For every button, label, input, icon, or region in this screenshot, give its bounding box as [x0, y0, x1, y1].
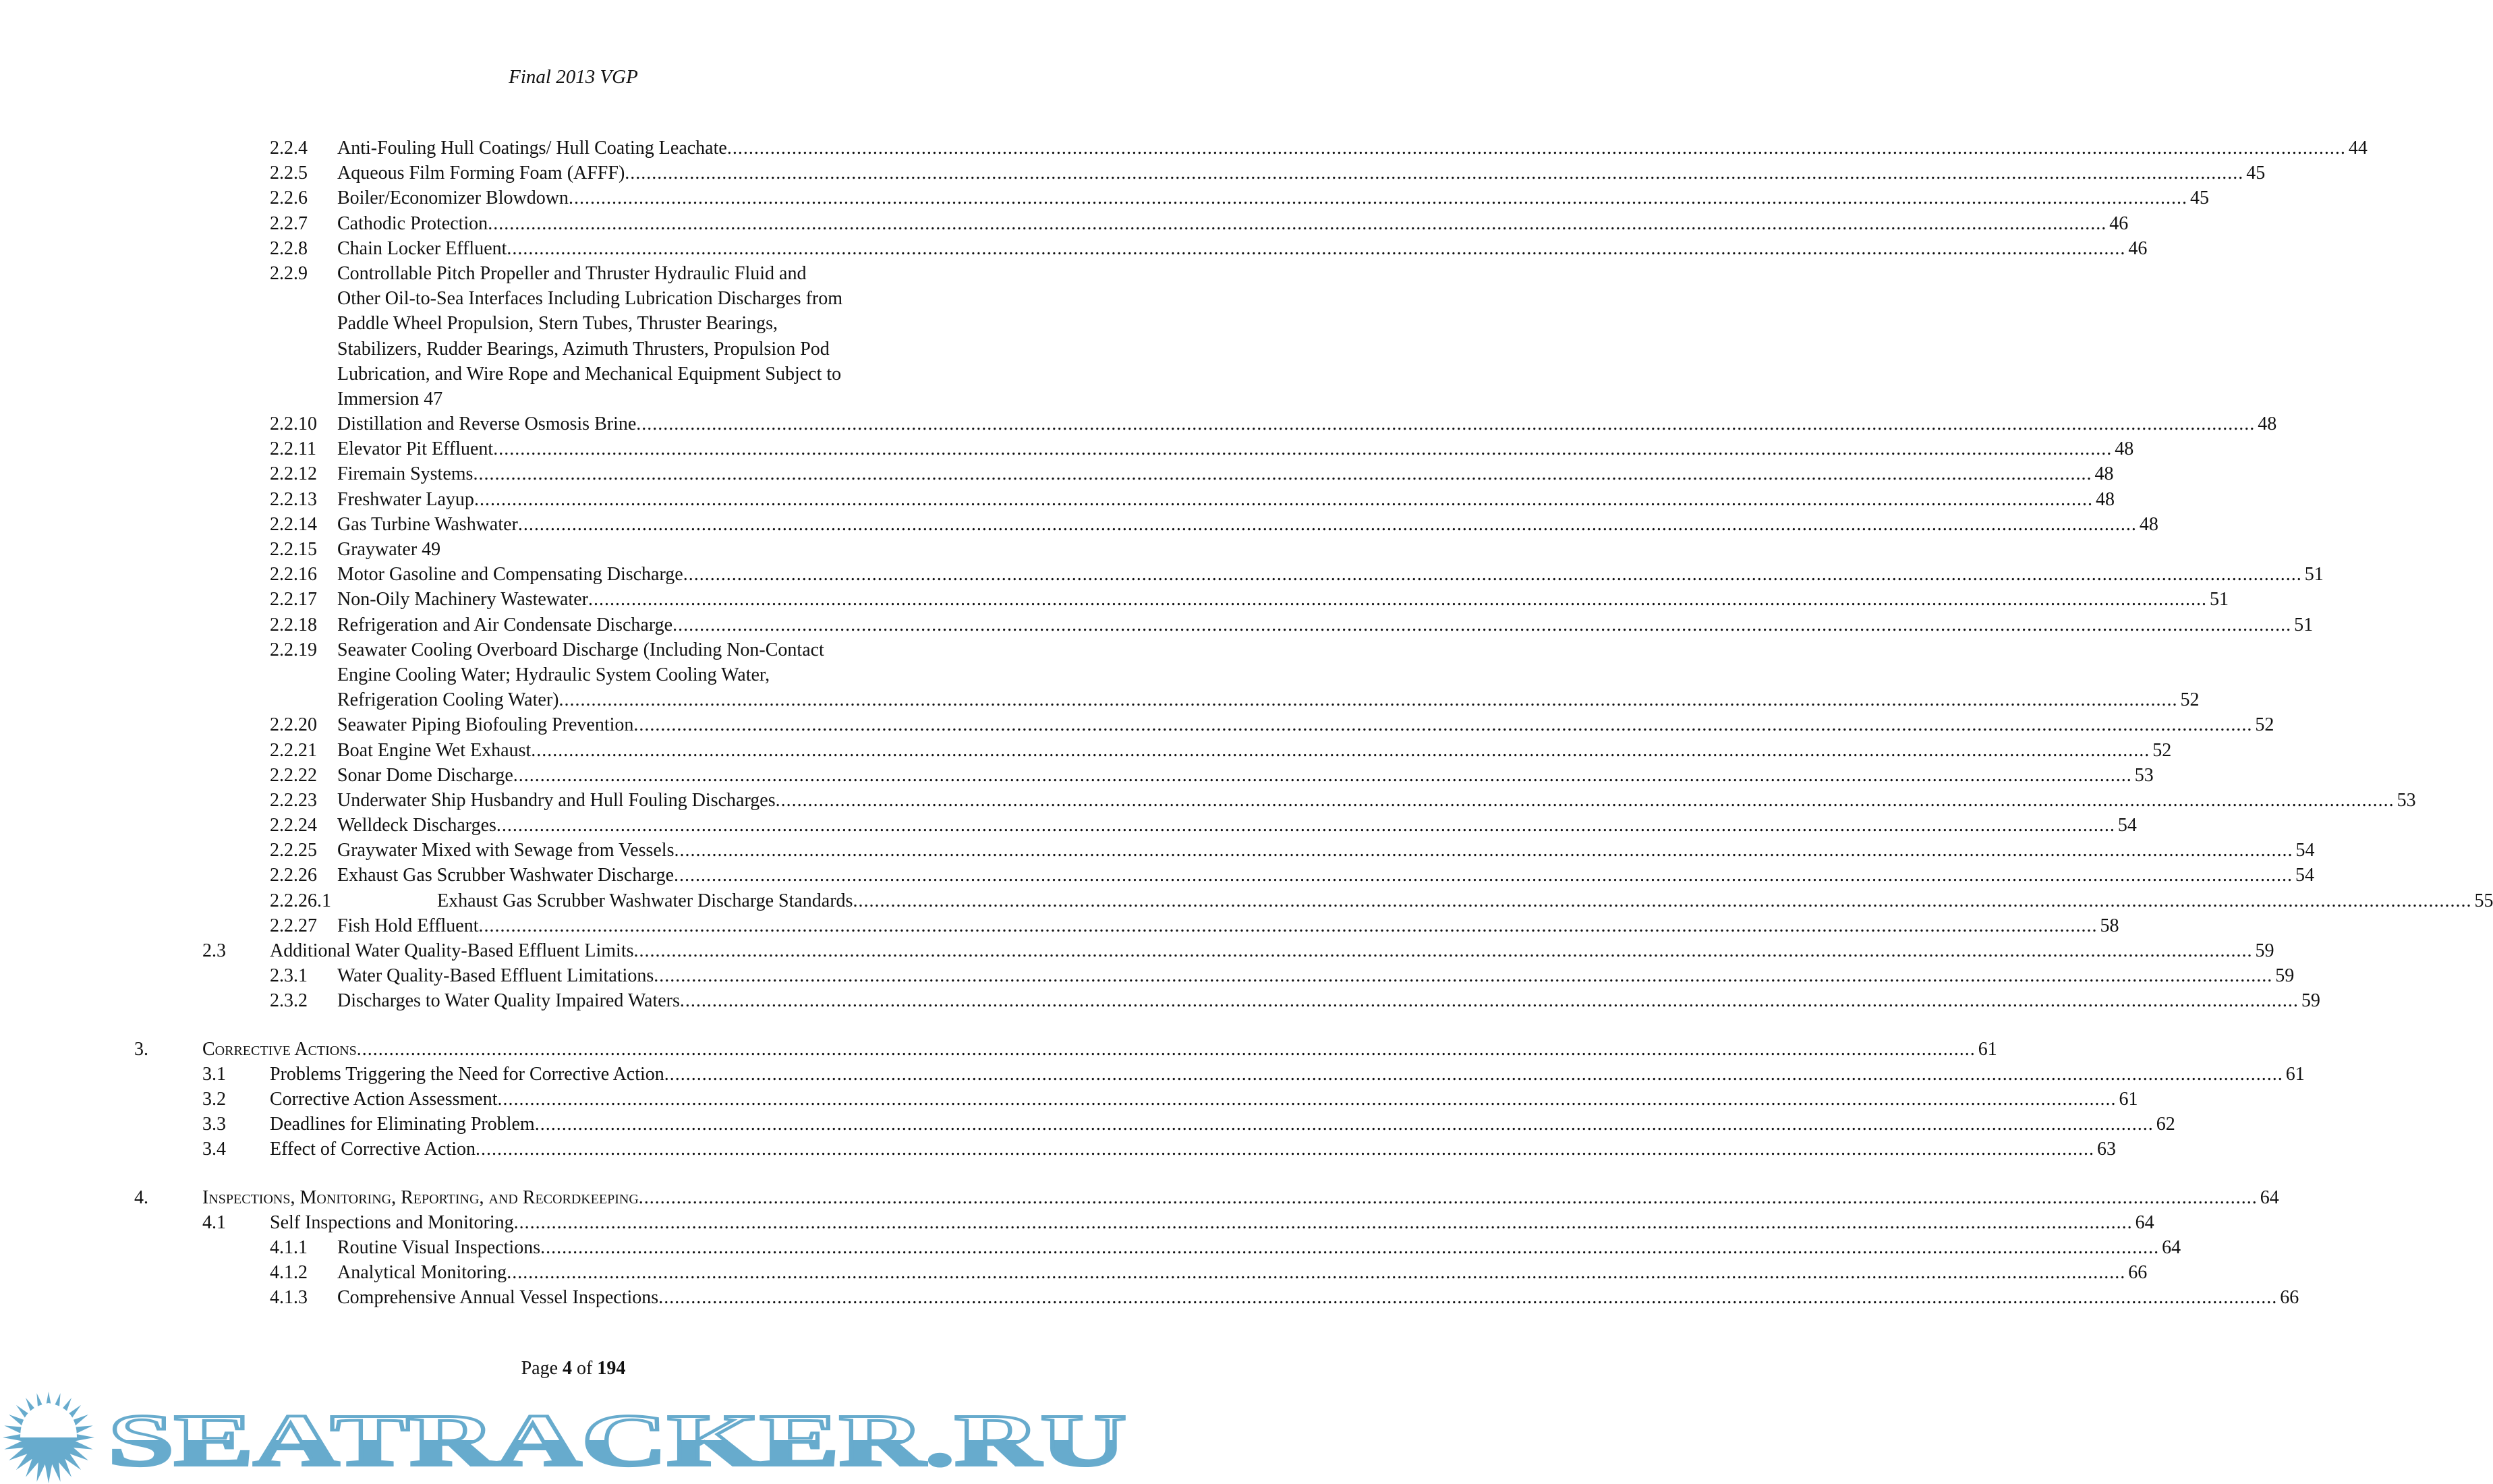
toc-entry-number: 2.2.18: [270, 614, 317, 635]
dot-leader: ............................................................................................................................................................................................................................................................................................................: [568, 188, 2187, 209]
toc-entry[interactable]: [0, 963, 2295, 988]
dot-leader: ............................................................................................................................................................................................................................................................................................................: [853, 890, 2472, 911]
toc-page-number: 54: [2117, 815, 2137, 836]
toc-entry-number: 2.2.11: [270, 438, 316, 460]
dot-leader: ............................................................................................................................................................................................................................................................................................................: [507, 1262, 2126, 1284]
dot-leader: ............................................................................................................................................................................................................................................................................................................: [664, 1063, 2283, 1085]
toc-entry-continuation[interactable]: [0, 687, 2200, 712]
toc-entry-title: Cathodic Protection: [337, 212, 488, 234]
dot-leader: ............................................................................................................................................................................................................................................................................................................: [726, 138, 2346, 159]
toc-page-number: 62: [2156, 1114, 2175, 1135]
dot-leader: ............................................................................................................................................................................................................................................................................................................: [674, 840, 2293, 861]
toc-entry[interactable]: [0, 411, 2277, 436]
toc-page-number: 54: [2295, 865, 2315, 886]
dot-leader: ............................................................................................................................................................................................................................................................................................................: [496, 815, 2115, 836]
toc-entry-number: 2.3: [202, 940, 226, 961]
dot-leader: ............................................................................................................................................................................................................................................................................................................: [493, 438, 2113, 460]
toc-entry-number: 2.2.26.1: [270, 890, 331, 911]
toc-entry-title: Sonar Dome Discharge: [337, 764, 513, 786]
toc-entry-number: 2.2.22: [270, 764, 317, 786]
dot-leader: ............................................................................................................................................................................................................................................................................................................: [679, 990, 2299, 1012]
toc-entry-title: Self Inspections and Monitoring: [270, 1211, 514, 1233]
toc-entry-title: Corrective Action Assessment: [270, 1088, 498, 1110]
toc-page-number: 51: [2304, 564, 2324, 586]
toc-entry-title: Corrective Actions: [202, 1038, 357, 1060]
watermark-text: SEATRACKER.RU: [108, 1399, 1126, 1481]
dot-leader: ............................................................................................................................................................................................................................................................................................................: [636, 413, 2256, 435]
toc-entry-title: Freshwater Layup: [337, 488, 474, 510]
toc-entry-title: Other Oil-to-Sea Interfaces Including Lubrication Discharges from: [337, 288, 842, 310]
toc-entry-title: Fish Hold Effluent: [337, 915, 479, 936]
toc-entry[interactable]: [0, 1037, 1997, 1062]
toc-entry-title: Routine Visual Inspections: [337, 1236, 541, 1258]
toc-entry-number: 2.2.5: [270, 163, 308, 184]
toc-entry-title: Elevator Pit Effluent: [337, 438, 494, 460]
toc-page-number: 59: [2275, 965, 2295, 987]
toc-entry-number: 3.4: [202, 1139, 226, 1160]
total-pages: 194: [597, 1358, 626, 1379]
dot-leader: ............................................................................................................................................................................................................................................................................................................: [513, 764, 2132, 786]
toc-entry-continuation[interactable]: [0, 337, 1147, 362]
toc-page-number: 55: [2474, 890, 2493, 911]
dot-leader: ............................................................................................................................................................................................................................................................................................................: [672, 614, 2292, 635]
toc-entry-number: 2.2.10: [270, 413, 317, 435]
section-gap: [0, 1162, 1147, 1185]
toc-entry-title: Stabilizers, Rudder Bearings, Azimuth Thrusters, Propulsion Pod: [337, 338, 830, 360]
dot-leader: ............................................................................................................................................................................................................................................................................................................: [517, 513, 2137, 535]
toc-entry-number: 3.1: [202, 1063, 226, 1085]
toc-entry-title: Comprehensive Annual Vessel Inspections: [337, 1287, 659, 1309]
toc-entry-number: 3.2: [202, 1088, 226, 1110]
page-of-label: of: [572, 1358, 598, 1379]
toc-entry-number: 2.2.12: [270, 463, 317, 485]
toc-page-number: 48: [2095, 488, 2115, 510]
dot-leader: ............................................................................................................................................................................................................................................................................................................: [633, 714, 2253, 736]
toc-entry-title: Problems Triggering the Need for Corrective Action: [270, 1063, 664, 1085]
toc-entry-number: 4.1.3: [270, 1287, 308, 1309]
toc-entry[interactable]: [0, 1235, 2181, 1260]
toc-entry[interactable]: [0, 186, 2209, 210]
dot-leader: ............................................................................................................................................................................................................................................................................................................: [497, 1088, 2117, 1110]
toc-entry[interactable]: [0, 763, 2154, 788]
toc-entry[interactable]: [0, 261, 1147, 286]
toc-entry[interactable]: [0, 1087, 2138, 1112]
toc-entry-title: Deadlines for Eliminating Problem: [270, 1114, 535, 1135]
toc-entry-number: 2.2.7: [270, 212, 308, 234]
toc-entry[interactable]: [0, 712, 2274, 737]
toc-entry-title: Underwater Ship Husbandry and Hull Fouling Discharges: [337, 789, 776, 811]
toc-entry[interactable]: [0, 637, 1147, 662]
toc-entry[interactable]: [0, 487, 2115, 512]
toc-entry[interactable]: [0, 136, 2368, 161]
seatracker-watermark: [0, 1391, 1147, 1484]
toc-entry[interactable]: [0, 211, 2129, 236]
dot-leader: ............................................................................................................................................................................................................................................................................................................: [775, 789, 2395, 811]
toc-entry-number: 2.2.9: [270, 262, 308, 284]
toc-entry-title: Exhaust Gas Scrubber Washwater Discharge Standards: [437, 890, 853, 911]
toc-entry-title: Lubrication, and Wire Rope and Mechanical Equipment Subject to: [337, 363, 842, 384]
toc-page-number: 51: [2294, 614, 2314, 635]
toc-entry-number: 4.1.1: [270, 1236, 308, 1258]
dot-leader: ............................................................................................................................................................................................................................................................................................................: [513, 1211, 2133, 1233]
toc-entry[interactable]: [0, 1185, 2279, 1210]
toc-entry-title: Seawater Cooling Overboard Discharge (Including Non-Contact: [337, 639, 824, 660]
toc-entry-title: Refrigeration and Air Condensate Discharge: [337, 614, 673, 635]
section-gap: [0, 1014, 1147, 1037]
toc-page-number: 48: [2094, 463, 2114, 485]
toc-page-number: 54: [2295, 840, 2315, 861]
page-label: Page: [521, 1358, 563, 1379]
toc-page-number: 46: [2109, 212, 2129, 234]
toc-entry-continuation[interactable]: [0, 662, 1147, 687]
toc-entry-continuation[interactable]: [0, 311, 1147, 336]
toc-entry[interactable]: [0, 863, 2315, 888]
dot-leader: ............................................................................................................................................................................................................................................................................................................: [488, 212, 2107, 234]
toc-page-number: 53: [2397, 789, 2416, 811]
toc-entry-title: Chain Locker Effluent: [337, 237, 507, 259]
toc-entry-number: 2.2.25: [270, 840, 317, 861]
toc-entry-title: Non-Oily Machinery Wastewater: [337, 589, 588, 610]
toc-page-number: 61: [1978, 1038, 1997, 1060]
dot-leader: ............................................................................................................................................................................................................................................................................................................: [558, 689, 2178, 711]
toc-entry[interactable]: [0, 888, 2493, 913]
toc-entry-number: 2.2.17: [270, 589, 317, 610]
toc-entry-title: Firemain Systems: [337, 463, 474, 485]
page-footer: [0, 1357, 1147, 1380]
toc-entry[interactable]: [0, 537, 1147, 562]
toc-page-number: 64: [2135, 1211, 2154, 1233]
toc-entry-number: 3.3: [202, 1114, 226, 1135]
dot-leader: ............................................................................................................................................................................................................................................................................................................: [683, 564, 2302, 586]
toc-entry-number: 2.2.23: [270, 789, 317, 811]
toc-page-number: 45: [2189, 188, 2209, 209]
toc-entry-number: 2.2.13: [270, 488, 317, 510]
toc-page-number: 66: [2280, 1287, 2299, 1309]
toc-entry-continuation[interactable]: [0, 362, 1147, 387]
sun-logo-icon: [3, 1392, 94, 1483]
toc-entry-number: 4.: [134, 1187, 148, 1208]
toc-entry[interactable]: [0, 236, 2148, 261]
toc-page-number: 52: [2255, 714, 2274, 736]
dot-leader: ............................................................................................................................................................................................................................................................................................................: [476, 1139, 2095, 1160]
toc-entry-title: Inspections, Monitoring, Reporting, and Recordkeeping: [202, 1187, 639, 1208]
toc-page-number: 61: [2285, 1063, 2305, 1085]
running-header: Final 2013 VGP: [509, 66, 638, 88]
toc-page-number: 46: [2128, 237, 2148, 259]
toc-entry[interactable]: [0, 1137, 2117, 1162]
toc-page-number: 52: [2152, 739, 2172, 761]
toc-page-number: 64: [2260, 1187, 2279, 1208]
dot-leader: ............................................................................................................................................................................................................................................................................................................: [531, 739, 2150, 761]
toc-entry-title: Graywater Mixed with Sewage from Vessels: [337, 840, 675, 861]
toc-entry-number: 2.2.16: [270, 564, 317, 586]
toc-entry[interactable]: [0, 436, 2134, 461]
toc-entry-title: Welldeck Discharges: [337, 815, 496, 836]
toc-entry-continuation[interactable]: [0, 387, 1147, 411]
toc-entry[interactable]: [0, 1112, 2175, 1137]
toc-entry-number: 4.1: [202, 1211, 226, 1233]
toc-page-number: 61: [2119, 1088, 2138, 1110]
toc-entry-number: 2.2.8: [270, 237, 308, 259]
toc-entry-number: 2.2.20: [270, 714, 317, 736]
toc-entry[interactable]: [0, 1285, 2299, 1310]
toc-page-number: 63: [2097, 1139, 2117, 1160]
toc-entry[interactable]: [0, 988, 2320, 1013]
toc-entry[interactable]: [0, 1062, 2305, 1087]
toc-page-number: 52: [2180, 689, 2200, 711]
toc-entry-number: 2.2.14: [270, 513, 317, 535]
toc-entry-title: Distillation and Reverse Osmosis Brine: [337, 413, 637, 435]
toc-entry-number: 2.2.19: [270, 639, 317, 660]
toc-entry-title: Paddle Wheel Propulsion, Stern Tubes, Thruster Bearings,: [337, 313, 778, 335]
toc-page-number: 58: [2100, 915, 2119, 936]
toc-entry-title: Exhaust Gas Scrubber Washwater Discharge: [337, 865, 675, 886]
toc-entry-title: Seawater Piping Biofouling Prevention: [337, 714, 634, 736]
toc-page-number: 51: [2210, 589, 2229, 610]
toc-entry[interactable]: [0, 788, 2416, 813]
toc-entry-number: 2.2.27: [270, 915, 317, 936]
dot-leader: ............................................................................................................................................................................................................................................................................................................: [540, 1236, 2160, 1258]
toc-entry[interactable]: [0, 512, 2158, 537]
toc-entry[interactable]: [0, 938, 2274, 963]
toc-entry-title: Aqueous Film Forming Foam (AFFF): [337, 163, 625, 184]
toc-entry-title: Boiler/Economizer Blowdown: [337, 188, 569, 209]
toc-entry-number: 2.2.24: [270, 815, 317, 836]
toc-entry-title: Effect of Corrective Action: [270, 1139, 476, 1160]
toc-entry-number: 2.2.21: [270, 739, 317, 761]
toc-page-number: 48: [2139, 513, 2158, 535]
toc-page-number: 44: [2348, 138, 2368, 159]
toc-entry[interactable]: [0, 738, 2172, 763]
dot-leader: ............................................................................................................................................................................................................................................................................................................: [478, 915, 2098, 936]
toc-entry[interactable]: [0, 838, 2315, 863]
toc-entry-title: Discharges to Water Quality Impaired Waters: [337, 990, 680, 1012]
toc-page-number: 64: [2162, 1236, 2181, 1258]
toc-entry-title: Analytical Monitoring: [337, 1262, 507, 1284]
toc-entry-number: 2.3.1: [270, 965, 308, 987]
toc-entry[interactable]: [0, 562, 2324, 587]
toc-entry-title: Motor Gasoline and Compensating Discharge: [337, 564, 683, 586]
toc-entry-number: 2.2.6: [270, 188, 308, 209]
dot-leader: ............................................................................................................................................................................................................................................................................................................: [473, 463, 2092, 485]
dot-leader: ............................................................................................................................................................................................................................................................................................................: [474, 488, 2093, 510]
toc-entry-title: Immersion 47: [337, 388, 443, 409]
toc-page-number: 59: [2255, 940, 2274, 961]
toc-entry[interactable]: [0, 813, 2137, 838]
dot-leader: ............................................................................................................................................................................................................................................................................................................: [654, 965, 2273, 987]
toc-entry[interactable]: [0, 461, 2114, 486]
dot-leader: ............................................................................................................................................................................................................................................................................................................: [658, 1287, 2278, 1309]
toc-entry-number: 2.2.4: [270, 138, 308, 159]
toc-entry-number: 3.: [134, 1038, 148, 1060]
toc-page-number: 66: [2128, 1262, 2148, 1284]
toc-entry-title: Controllable Pitch Propeller and Thruster Hydraulic Fluid and: [337, 262, 807, 284]
toc-page-number: 48: [2258, 413, 2277, 435]
toc-page-number: 53: [2134, 764, 2154, 786]
toc-entry-number: 2.2.26: [270, 865, 317, 886]
toc-entry[interactable]: [0, 913, 2119, 938]
toc-entry[interactable]: [0, 161, 2266, 186]
toc-entry-continuation[interactable]: [0, 286, 1147, 311]
current-page: 4: [563, 1358, 573, 1379]
toc-page-number: 59: [2301, 990, 2320, 1012]
dot-leader: ............................................................................................................................................................................................................................................................................................................: [638, 1187, 2258, 1208]
toc-entry-title: Additional Water Quality-Based Effluent Limits: [270, 940, 634, 961]
dot-leader: ............................................................................................................................................................................................................................................................................................................: [507, 237, 2126, 259]
toc-entry-title: Water Quality-Based Effluent Limitations: [337, 965, 654, 987]
toc-entry-title: Boat Engine Wet Exhaust: [337, 739, 532, 761]
dot-leader: ............................................................................................................................................................................................................................................................................................................: [674, 865, 2293, 886]
toc-entry-number: 2.2.15: [270, 539, 317, 560]
dot-leader: ............................................................................................................................................................................................................................................................................................................: [625, 163, 2244, 184]
dot-leader: ............................................................................................................................................................................................................................................................................................................: [534, 1114, 2154, 1135]
toc-entry[interactable]: [0, 612, 2314, 637]
toc-page-number: 48: [2115, 438, 2134, 460]
toc-entry-title: Gas Turbine Washwater: [337, 513, 518, 535]
toc-entry-title: Engine Cooling Water; Hydraulic System Cooling Water,: [337, 664, 770, 685]
toc-entry-title: Refrigeration Cooling Water): [337, 689, 559, 711]
toc-entry[interactable]: [0, 1210, 2154, 1235]
dot-leader: ............................................................................................................................................................................................................................................................................................................: [356, 1038, 1976, 1060]
toc-entry-number: 4.1.2: [270, 1262, 308, 1284]
toc-entry[interactable]: [0, 587, 2229, 612]
toc-entry-title: Graywater 49: [337, 539, 441, 560]
toc-entry-title: Anti-Fouling Hull Coatings/ Hull Coating Leachate: [337, 138, 727, 159]
table-of-contents: [0, 136, 2493, 1310]
toc-entry-number: 2.3.2: [270, 990, 308, 1012]
dot-leader: ............................................................................................................................................................................................................................................................................................................: [633, 940, 2253, 961]
dot-leader: ............................................................................................................................................................................................................................................................................................................: [588, 589, 2207, 610]
toc-page-number: 45: [2246, 163, 2266, 184]
toc-entry[interactable]: [0, 1260, 2148, 1285]
